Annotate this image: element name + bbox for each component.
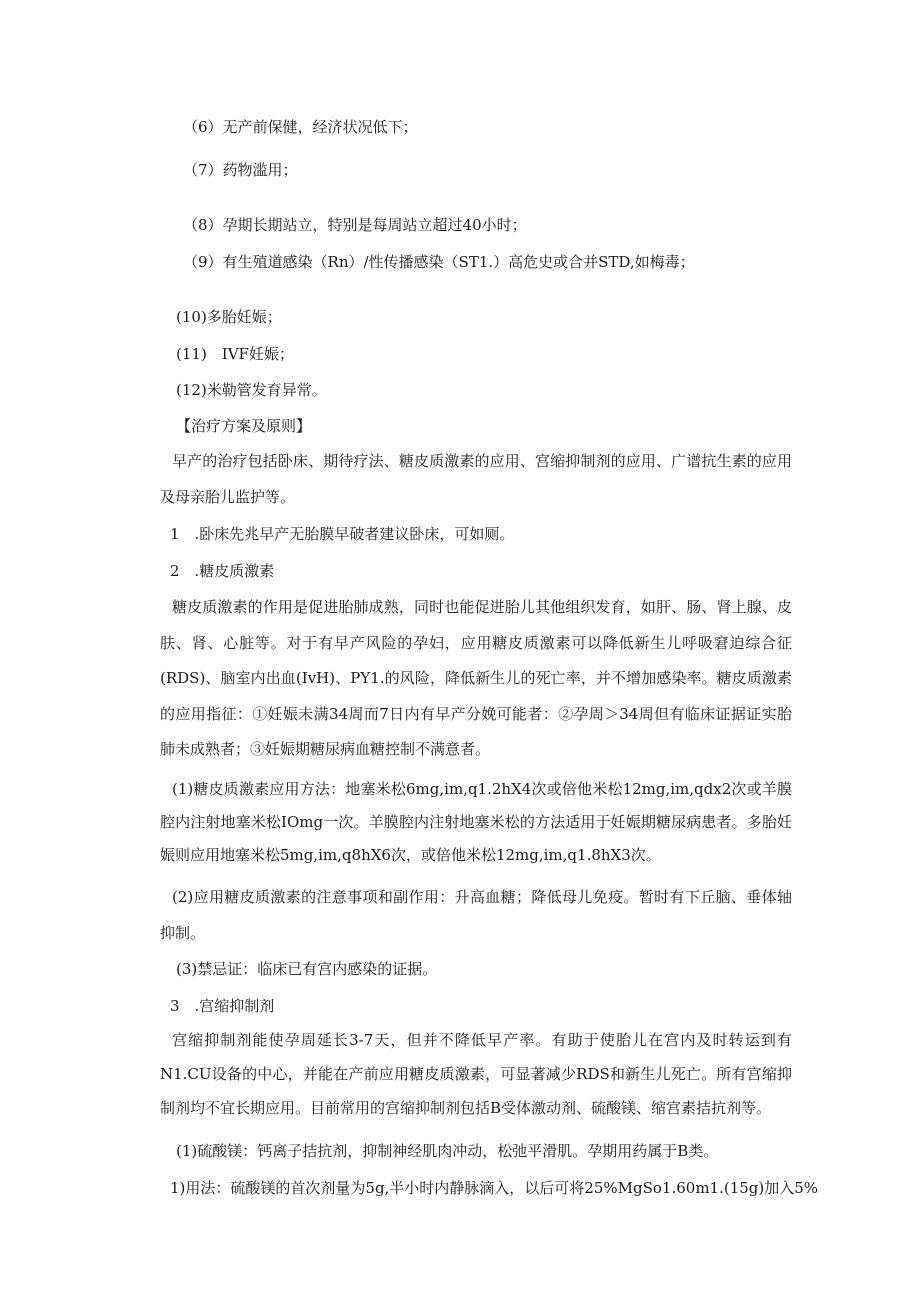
tocolytic-paragraph: 宫缩抑制剂能使孕周延长3-7天，但并不降低早产率。有助于使胎儿在宫内及时转运到有N1.CU设备的中心，并能在产前应用糖皮质激素，可显著减少RDS和新生儿死亡。所有宫缩抑制剂均不宜长期应用。目前常用的宫缩抑制剂包括B受体激动剂、硫酸镁、缩宫素拮抗剂等。 — [160, 1031, 792, 1117]
corticosteroid-paragraph: 糖皮质激素的作用是促进胎肺成熟，同时也能促进胎儿其他组织发育，如肝、肠、肾上腺、皮肤、肾、心脏等。对于有早产风险的孕妇，应用糖皮质激素可以降低新生儿呼吸窘迫综合征(RDS)、脑室内出血(IvH)、PY1.的风险，降低新生儿的死亡率，并不增加感染率。糖皮质激素的应用指征：①妊娠未满34周而7日内有早产分娩可能者：②孕周＞34周但有临床证据证实胎肺未成熟者；③妊娠期糖尿病血糖控制不满意者。 — [160, 598, 792, 758]
risk-factor-8: （8）孕期长期站立，特别是每周站立超过40小时； — [183, 216, 527, 234]
treatment-intro: 早产的治疗包括卧床、期待疗法、糖皮质激素的应用、宫缩抑制剂的应用、广谱抗生素的应用及母亲胎儿监护等。 — [160, 452, 792, 506]
risk-factor-11: (11) IVF妊娠； — [176, 345, 294, 363]
risk-factor-9: （9）有生殖道感染（Rn）/性传播感染（ST1.）高危史或合并STD,如梅毒； — [183, 253, 695, 271]
magnesium-sulfate-usage: 1)用法：硫酸镁的首次剂量为5g,半小时内静脉滴入，以后可将25%MgSo1.60m1.(15g)加入5% — [170, 1179, 819, 1197]
item-2-heading: 2 .糖皮质激素 — [170, 562, 275, 580]
magnesium-sulfate-intro: (1)硫酸镁：钙离子拮抗剂，抑制神经肌肉冲动，松弛平滑肌。孕期用药属于B类。 — [176, 1142, 719, 1160]
risk-factor-12: (12)米勒管发育异常。 — [176, 381, 327, 399]
corticosteroid-method: (1)糖皮质激素应用方法：地塞米松6mg,im,q1.2hX4次或倍他米松12mg,im,qdx2次或羊膜腔内注射地塞米松IOmg一次。羊膜腔内注射地塞米松的方法适用于妊娠期糖尿病患者。多胎妊娠则应用地塞米松5mg,im,q8hX6次，或倍他米松12mg,im,q1.8hX3次。 — [160, 780, 792, 864]
section-heading: 【治疗方案及原则】 — [176, 417, 312, 435]
corticosteroid-notes: (2)应用糖皮质激素的注意事项和副作用：升高血糖；降低母儿免疫。暂时有下丘脑、垂体轴抑制。 — [160, 888, 792, 942]
risk-factor-10: (10)多胎妊娠； — [176, 308, 282, 326]
item-3-heading: 3 .宫缩抑制剂 — [170, 997, 275, 1015]
corticosteroid-contraindication: (3)禁忌证：临床已有宫内感染的证据。 — [176, 960, 438, 978]
risk-factor-7: （7）药物滥用； — [183, 161, 298, 179]
item-1-bed-rest: 1 .卧床先兆早产无胎膜早破者建议卧床，可如厕。 — [170, 525, 515, 543]
risk-factor-6: （6）无产前保健，经济状况低下； — [183, 118, 418, 136]
